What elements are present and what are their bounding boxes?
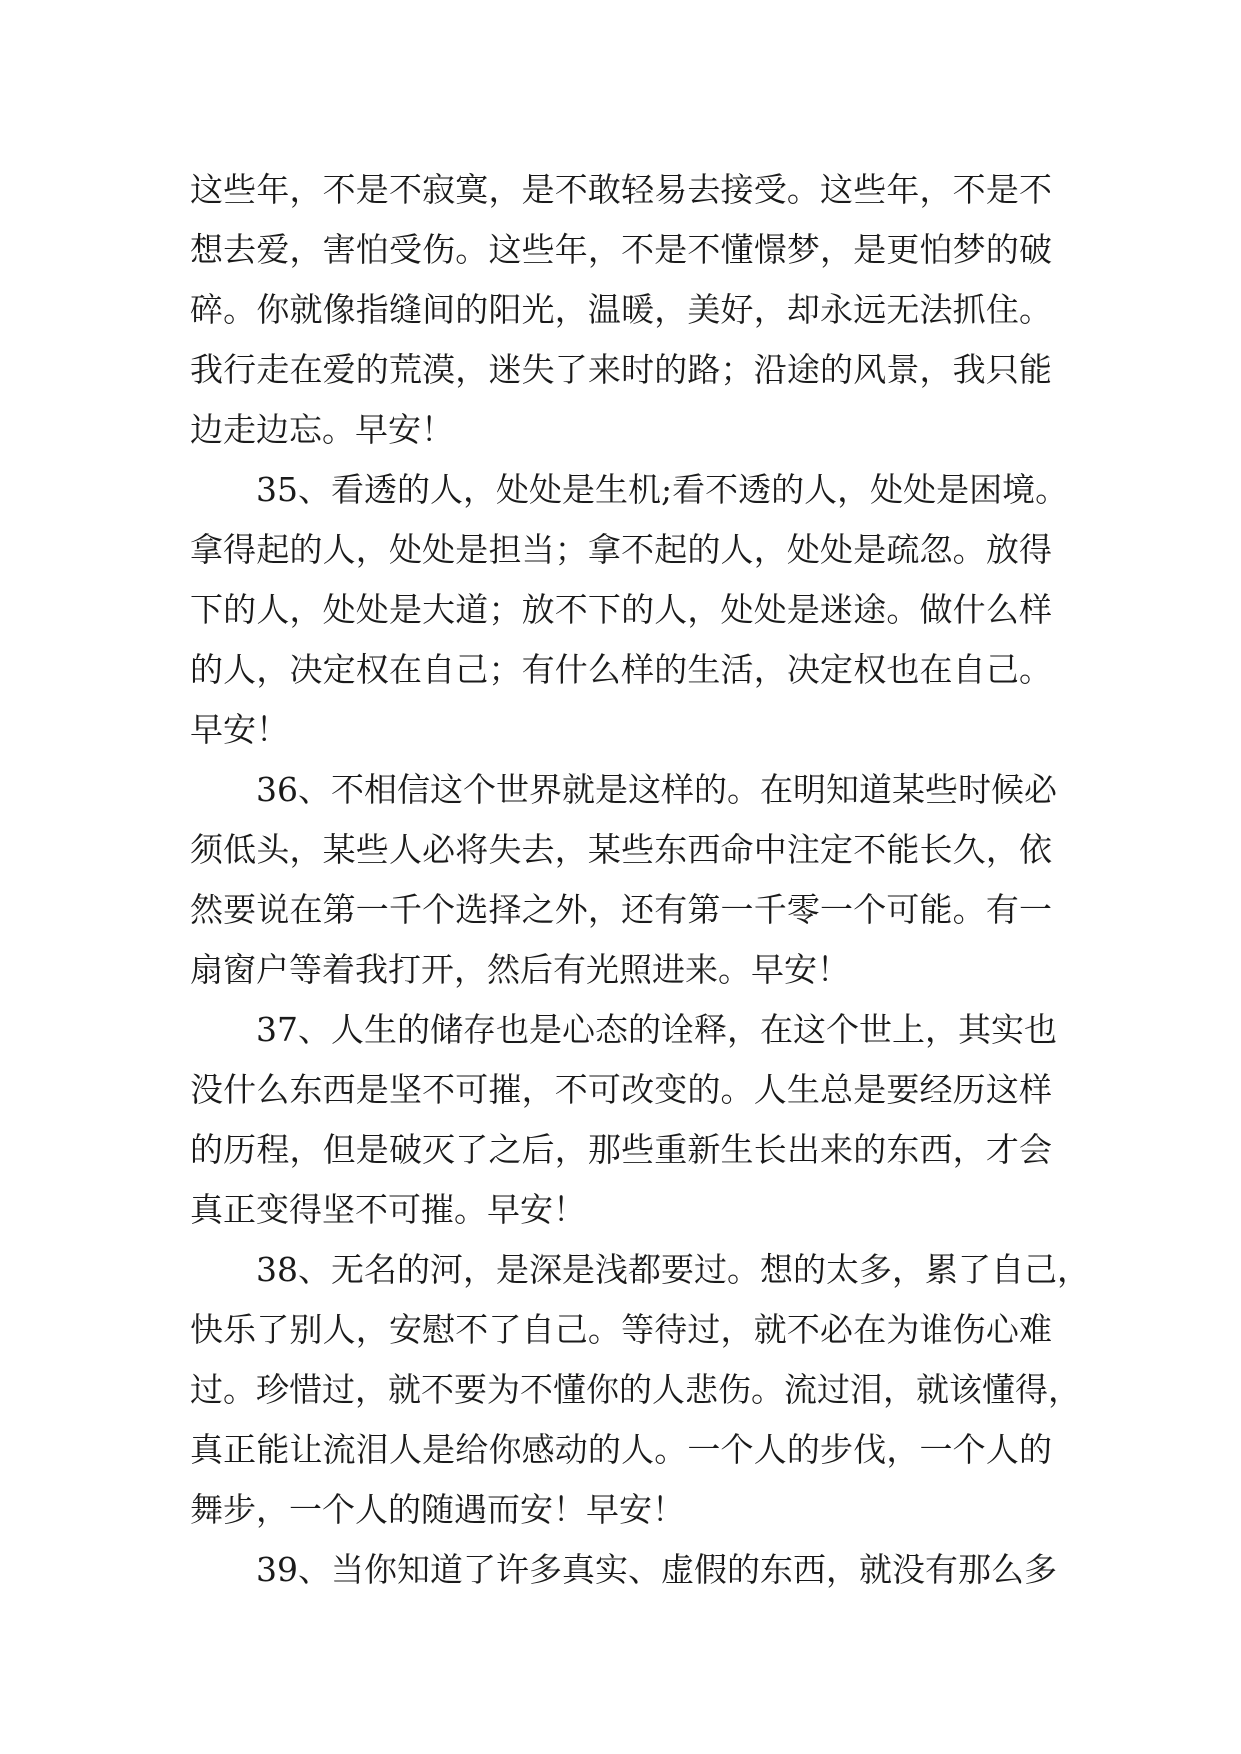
- text-line: 真正能让流泪人是给你感动的人。一个人的步伐，一个人的: [190, 1430, 1052, 1469]
- text-line: 过。珍惜过，就不要为不懂你的人悲伤。流过泪，就该懂得，: [190, 1370, 1081, 1409]
- text-line: 须低头，某些人必将失去，某些东西命中注定不能长久，依: [190, 830, 1052, 869]
- text-line: 拿得起的人，处处是担当；拿不起的人，处处是疏忽。放得: [190, 530, 1052, 569]
- text-line: 的历程，但是破灭了之后，那些重新生长出来的东西，才会: [190, 1130, 1052, 1169]
- text-line: 想去爱，害怕受伤。这些年，不是不懂憬梦，是更怕梦的破: [190, 230, 1052, 269]
- text-line: 边走边忘。早安！: [190, 410, 454, 449]
- text-line: 扇窗户等着我打开，然后有光照进来。早安！: [190, 950, 850, 989]
- text-line: 下的人，处处是大道；放不下的人，处处是迷途。做什么样: [190, 590, 1052, 629]
- text-line: 碎。你就像指缝间的阳光，温暖，美好，却永远无法抓住。: [190, 290, 1052, 329]
- text-line: 舞步，一个人的随遇而安！早安！: [190, 1490, 685, 1529]
- text-line: 的人，决定权在自己；有什么样的生活，决定权也在自己。: [190, 650, 1052, 689]
- text-line: 这些年，不是不寂寞，是不敢轻易去接受。这些年，不是不: [190, 170, 1052, 209]
- document-body: [190, 160, 1090, 1600]
- text-line: 早安！: [190, 710, 289, 749]
- text-line: 没什么东西是坚不可摧，不可改变的。人生总是要经历这样: [190, 1070, 1052, 1109]
- paragraph-37-first-line: 37、人生的储存也是心态的诠释，在这个世上，其实也: [256, 1010, 1057, 1049]
- paragraph-36-first-line: 36、不相信这个世界就是这样的。在明知道某些时候必: [256, 770, 1057, 809]
- text-line: 我行走在爱的荒漠，迷失了来时的路；沿途的风景，我只能: [190, 350, 1052, 389]
- text-line: 真正变得坚不可摧。早安！: [190, 1190, 586, 1229]
- paragraph-39-first-line: 39、当你知道了许多真实、虚假的东西，就没有那么多: [256, 1550, 1057, 1589]
- text-line: 然要说在第一千个选择之外，还有第一千零一个可能。有一: [190, 890, 1052, 929]
- text-line: 快乐了别人，安慰不了自己。等待过，就不必在为谁伤心难: [190, 1310, 1052, 1349]
- paragraph-38-first-line: 38、无名的河，是深是浅都要过。想的太多，累了自己，: [256, 1250, 1090, 1289]
- paragraph-35-first-line: 35、看透的人，处处是生机;看不透的人，处处是困境。: [256, 470, 1069, 509]
